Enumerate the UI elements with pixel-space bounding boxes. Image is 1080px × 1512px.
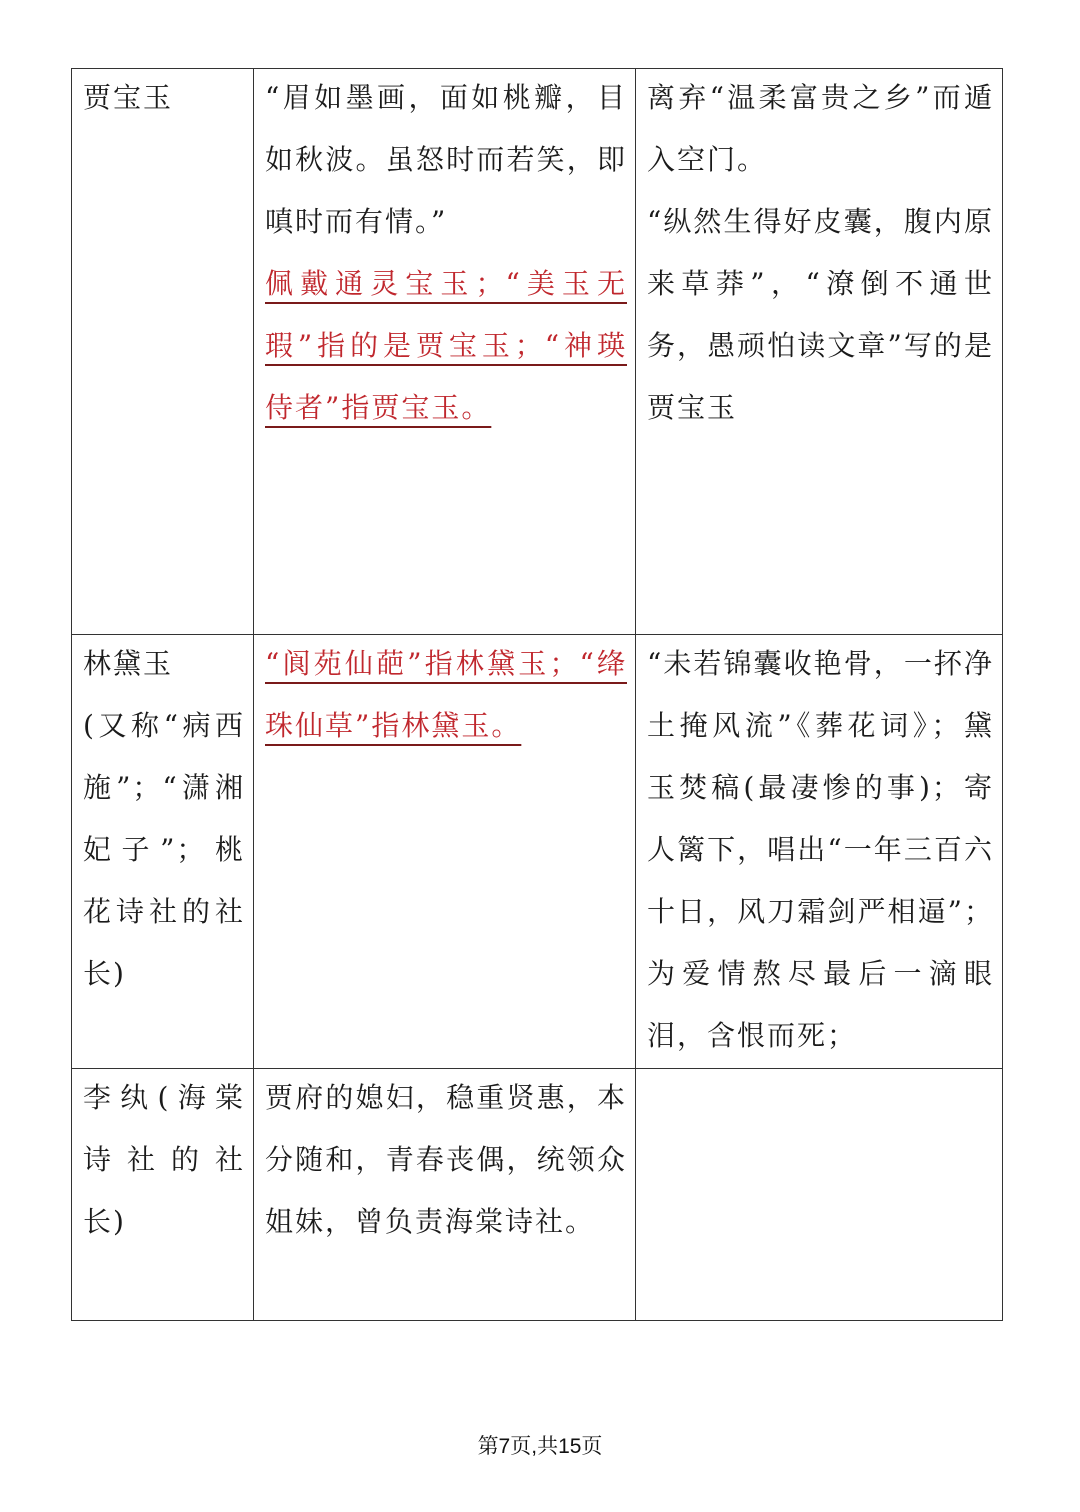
description-cell (254, 69, 636, 635)
description-cell (254, 1069, 636, 1321)
fate-cell (636, 69, 1003, 635)
table-row (72, 1069, 1003, 1321)
name-cell (72, 635, 254, 1069)
description-cell (254, 635, 636, 1069)
fate-cell (636, 635, 1003, 1069)
page-number: 第7页,共15页 (477, 1435, 603, 1458)
character-alias: (又称“病西施”；“潇湘妃子”；桃花诗社的社长) (83, 709, 245, 990)
fate-quote: “纵然生得好皮囊，腹内原来草莽”，“潦倒不通世务，愚顽怕读文章”写的是贾宝玉 (647, 205, 994, 424)
fate-text: “未若锦囊收艳骨，一抔净土掩风流”《葬花词》；黛玉焚稿(最凄惨的事)；寄人篱下，唱出“一年三百六十日，风刀霜剑严相逼”；为爱情熬尽最后一滴眼泪，含恨而死； (647, 647, 994, 1052)
appearance-quote: “眉如墨画，面如桃瓣，目如秋波。虽怒时而若笑，即嗔时而有情。” (265, 81, 627, 238)
character-name: 贾宝玉 (83, 81, 174, 114)
table-row (72, 69, 1003, 635)
name-cell (72, 1069, 254, 1321)
character-name: 林黛玉 (83, 647, 174, 680)
description-text: 贾府的媳妇，稳重贤惠，本分随和，青春丧偶，统领众姐妹，曾负责海棠诗社。 (265, 1081, 627, 1238)
table-row (72, 635, 1003, 1069)
name-cell (72, 69, 254, 635)
character-name: 李纨(海棠诗社的社长) (83, 1081, 245, 1238)
red-annotation: “阆苑仙葩”指林黛玉；“绛珠仙草”指林黛玉。 (265, 647, 627, 742)
fate-text: 离弃“温柔富贵之乡”而遁入空门。 (647, 81, 994, 176)
character-table (71, 68, 1003, 1321)
red-annotation: 佩戴通灵宝玉；“美玉无瑕”指的是贾宝玉；“神瑛侍者”指贾宝玉。 (265, 267, 627, 424)
fate-cell (636, 1069, 1003, 1321)
